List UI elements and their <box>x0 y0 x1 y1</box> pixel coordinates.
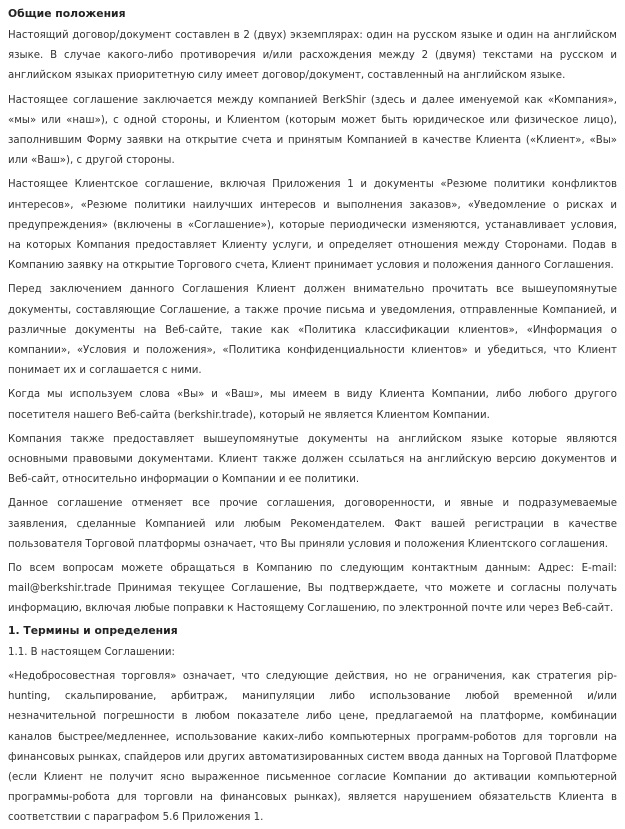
paragraph-language: Настоящий договор/документ составлен в 2 (двух) экземплярах: один на русском языке и один на английском языке. В случае какого-либо противоречия и/или расхождения между 2 (двумя) текстами на русском и английском языках приоритетную силу имеет договор/документ, составленный на английском языке. <box>8 30 617 82</box>
section-heading-terms: 1. Термины и определения <box>8 623 178 637</box>
paragraph-supersedes: Данное соглашение отменяет все прочие соглашения, договоренности, и явные и подразумеваемые заявления, сделанные Компанией или любым Рекомендателем. Факт вашей регистрации в качестве пользователя Торговой платформы означает, что Вы приняли условия и положения Клиентского соглашения. <box>8 498 617 550</box>
section-heading-general: Общие положения <box>8 7 126 20</box>
paragraph-scope: Настоящее Клиентское соглашение, включая Приложения 1 и документы «Резюме политики конфликтов интересов», «Резюме политики наилучших интересов и выполнения заказов», «Уведомление о рисках и предупреждения» (включены в «Соглашение»), которые периодически изменяются, устанавливает условия, на которых Компания предоставляет Клиенту услуги, и определяет отношения между Сторонами. Подав в Компанию заявку на открытие Торгового счета, Клиент принимает условия и положения данного Соглашения. <box>8 179 617 272</box>
paragraph-parties: Настоящее соглашение заключается между компанией BerkShir (здесь и далее именуемой как «Компания», «мы» или «наш»), с одной стороны, и Клиентом (которым может быть юридическое или физическое лицо), заполнившим Форму заявки на открытие счета и принятым Компанией в качестве Клиента («Клиент», «Вы» или «Ваш»), с другой стороны. <box>8 94 617 167</box>
paragraph-unfair-trading: «Недобросовестная торговля» означает, что следующие действия, но не ограничения, как стратегия pip-hunting, скальпирование, арбитраж, манипуляции либо использование любой временной и/или незначительной погрешности в любом показателе либо цене, предлагаемой на платформе, комбинации каналов быстрее/медленнее, использование каких-либо компьютерных программ-роботов для торговли на финансовых рынках, спайдеров или других автоматизированных систем ввода данных на Торговой Платформе (если Клиент не получит ясно выраженное письменное согласие Компании до активации компьютерной программы-робота для торговли на финансовых рынках), является нарушением обязательств Клиента в соответствии с параграфом 5.6 Приложения 1. <box>8 670 617 824</box>
paragraph-terms-intro: 1.1. В настоящем Соглашении: <box>8 646 175 658</box>
paragraph-documents: Перед заключением данного Соглашения Клиент должен внимательно прочитать все вышеупомянутые документы, составляющие Соглашение, а также прочие письма и уведомления, отправленные Компанией, и различные документы на Веб-сайте, такие как «Политика классификации клиентов», «Информация о компании», «Условия и положения», «Политика конфиденциальности клиентов» и убедиться, что Клиент понимает их и соглашается с ними. <box>8 284 617 377</box>
paragraph-you-definition: Когда мы используем слова «Вы» и «Ваш», мы имеем в виду Клиента Компании, либо любого другого посетителя нашего Веб-сайта (berkshir.trade), который не является Клиентом Компании. <box>8 389 617 421</box>
paragraph-contacts: По всем вопросам можете обращаться в Компанию по следующим контактным данным: Адрес: E-mail: mail@berkshir.trade Принимая текущее Соглашение, Вы подтверждаете, что можете и согласны получать информацию, включая любые поправки к Настоящему Соглашению, по электронной почте или через Веб-сайт. <box>8 563 617 615</box>
paragraph-english-version: Компания также предоставляет вышеупомянутые документы на английском языке которые являются основными правовыми документами. Клиент также должен ссылаться на английскую версию документов и Веб-сайт, относительно информации о Компании и ее политики. <box>8 433 617 486</box>
